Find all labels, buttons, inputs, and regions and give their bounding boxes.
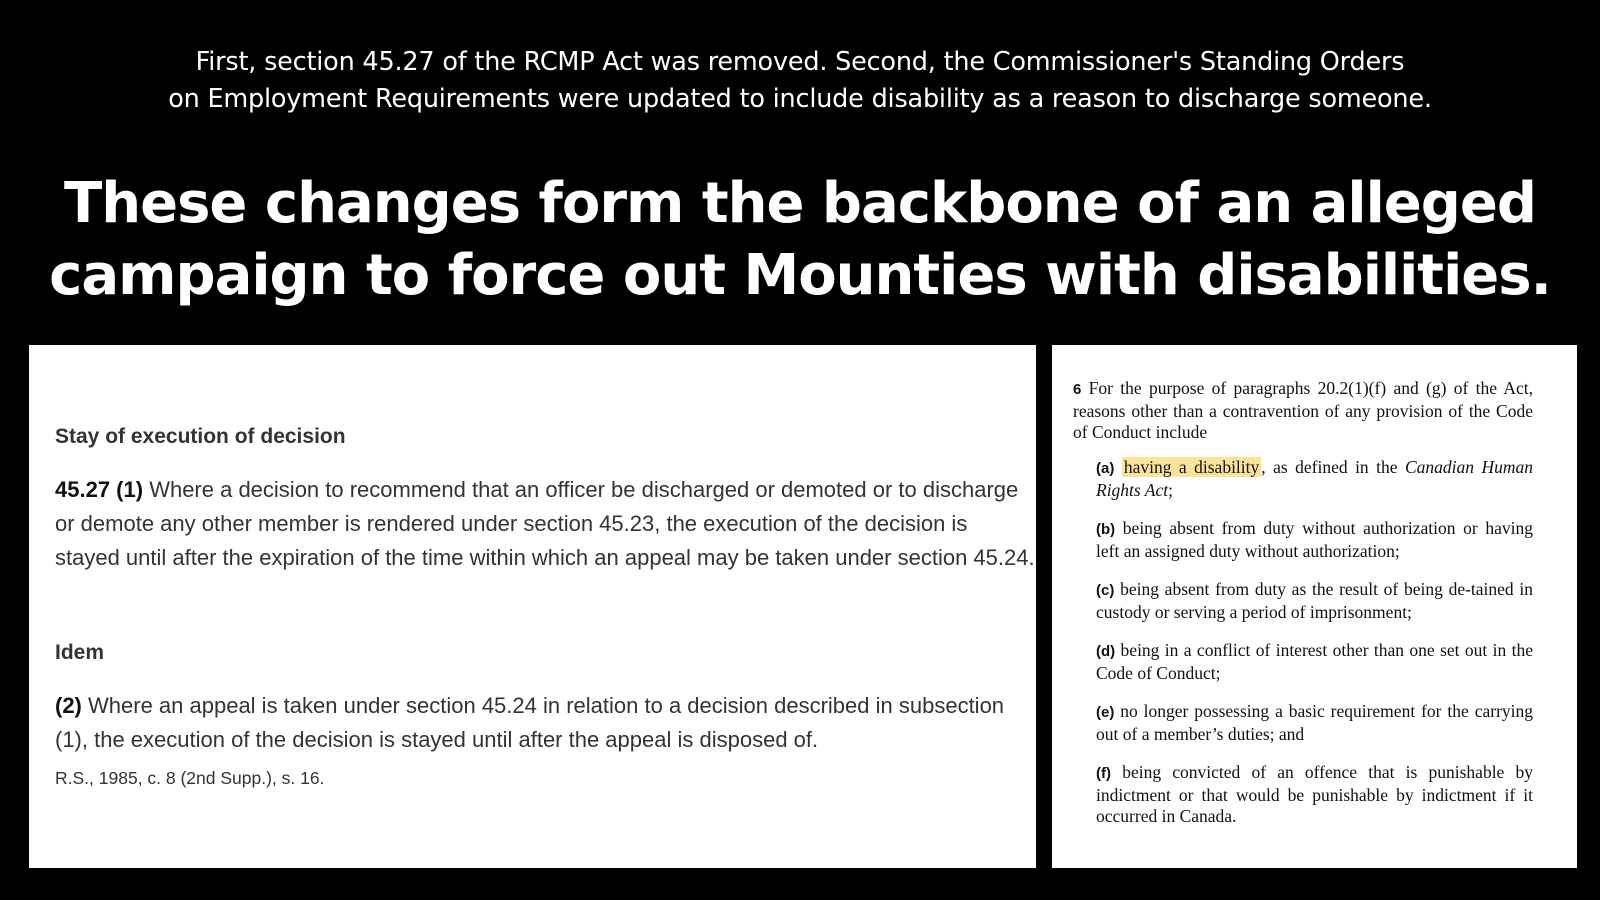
headline-line-1: These changes form the backbone of an alleged [64,171,1536,236]
italic-act-name: Canadian Human Rights Act [1096,457,1534,500]
rcmp-act-excerpt-panel [29,345,1036,868]
item-label: (c) [1096,582,1115,599]
intro-line-1: First, section 45.27 of the RCMP Act was removed. Second, the Commissioner's Standing Orders [195,47,1405,77]
item-text: being absent from duty without authorization or having left an assigned duty without authorization; [1096,518,1533,561]
highlighted-phrase: having a disability [1123,457,1260,477]
item-label: (d) [1096,643,1116,660]
item-tail: ; [1168,479,1173,500]
item-text: being absent from duty as the result of being de-tained in custody or serving a period of imprisonment; [1096,579,1534,622]
section-heading-stay: Stay of execution of decision [55,425,346,448]
list-item-d [1096,640,1533,684]
list-item-e [1096,701,1533,745]
headline [0,168,1600,312]
item-text: no longer possessing a basic requirement for the carrying out of a member’s duties; and [1096,701,1534,744]
item-text: , as defined in the [1261,457,1405,477]
item-label: (b) [1096,521,1116,538]
item-label: (a) [1096,460,1115,477]
list-item-c [1096,579,1533,623]
section-45-27-1-text: Where a decision to recommend that an officer be discharged or demoted or to discharge or demote any other member is rendered under section 45.23, the execution of the decision is stayed until after the expiration of the time within which an appeal may be taken under section 45.24. [55,477,1035,570]
section-6-lead-text: For the purpose of paragraphs 20.2(1)(f) and (g) of the Act, reasons other than a contravention of any provision of the Code of Conduct include [1073,378,1533,442]
item-text: being in a conflict of interest other than one set out in the Code of Conduct; [1096,640,1534,683]
section-ref-2: (2) [55,693,82,718]
section-45-27-1-paragraph [55,473,1035,575]
list-item-f [1096,762,1533,828]
list-item-b [1096,518,1533,562]
section-6-lead [1073,378,1533,444]
list-item-a [1096,457,1533,501]
standing-orders-excerpt-panel [1052,345,1577,868]
section-ref-45-27-1: 45.27 (1) [55,477,144,502]
section-45-27-2-text: Where an appeal is taken under section 45.24 in relation to a decision described in subsection (1), the execution of the decision is stayed until after the appeal is disposed of. [55,693,1005,752]
headline-line-2: campaign to force out Mounties with disabilities. [49,243,1551,308]
statute-citation: R.S., 1985, c. 8 (2nd Supp.), s. 16. [55,768,325,788]
item-label: (f) [1096,765,1111,782]
item-text: being convicted of an offence that is punishable by indictment or that would be punishable by indictment if it occurred in Canada. [1096,762,1534,826]
section-heading-idem: Idem [55,641,105,664]
intro-line-2: on Employment Requirements were updated to include disability as a reason to discharge someone. [168,84,1432,114]
intro-text [0,44,1600,118]
section-6-number: 6 [1073,381,1082,398]
item-label: (e) [1096,704,1115,721]
section-45-27-2-paragraph [55,689,1035,757]
